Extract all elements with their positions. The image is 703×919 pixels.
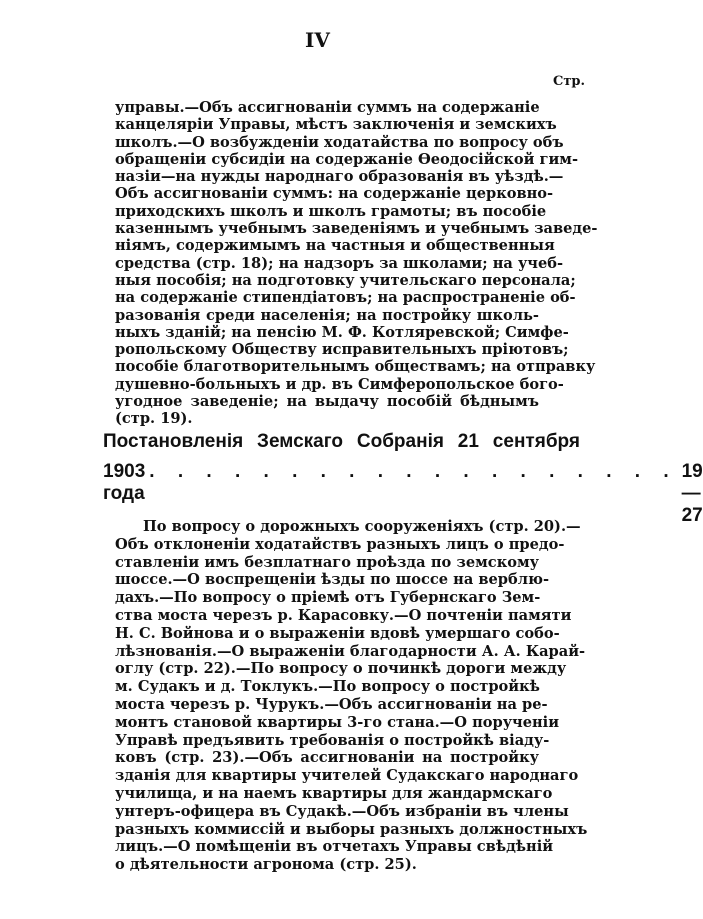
text-line: средства (стр. 18); на надзоръ за школами; на учеб- xyxy=(115,254,564,272)
text-line: на содержаніе стипендіатовъ; на распространеніе об- xyxy=(115,289,576,307)
text-line: м. Судакъ и д. Токлукъ.—По вопросу о постройкѣ xyxy=(115,678,540,696)
text-line: казеннымъ учебнымъ заведеніямъ и учебнымъ заведе- xyxy=(115,220,598,238)
text-line: ковъ (стр. 23).—Объ ассигнованіи на постройку xyxy=(115,749,539,767)
text-line: о дѣятельности агронома (стр. 25). xyxy=(115,856,417,874)
text-line: зданія для квартиры учителей Судакскаго народнаго xyxy=(115,767,579,785)
text-line: ства моста черезъ р. Карасовку.—О почтеніи памяти xyxy=(115,606,572,624)
page-column-label: Стр. xyxy=(553,74,586,89)
text-line: управы.—Объ ассигнованіи суммъ на содержаніе xyxy=(115,99,540,116)
text-line: школъ.—О возбужденіи ходатайства по вопросу объ xyxy=(115,133,564,151)
text-line: лицъ.—О помѣщеніи въ отчетахъ Управы свѣдѣній xyxy=(115,838,554,856)
section-year: 1903 года xyxy=(103,461,146,504)
text-line: ныхъ зданій; на пенсію М. Ф. Котляревской; Симфе- xyxy=(115,323,569,341)
text-line: обращеніи субсидіи на содержаніе Ѳеодосійской гим- xyxy=(115,150,579,168)
text-line: моста черезъ р. Чурукъ.—Объ ассигнованіи на ре- xyxy=(115,695,548,713)
text-line: училища, и на наемъ квартиры для жандармскаго xyxy=(115,784,553,802)
text-line: оглу (стр. 22).—По вопросу о починкѣ дороги между xyxy=(115,660,567,678)
text-line: приходскихъ школъ и школъ грамоты; въ пособіе xyxy=(115,202,547,220)
text-line: (стр. 19). xyxy=(115,410,193,428)
text-line: назіи—на нужды народнаго образованія въ уѣздѣ.— xyxy=(115,168,564,186)
text-line: ныя пособія; на подготовку учительскаго персонала; xyxy=(115,271,576,289)
text-line: ніямъ, содержимымъ на частныя и общественныя xyxy=(115,237,555,255)
text-block-2 xyxy=(115,518,588,874)
text-line: ставленіи имъ безплатнаго проѣзда по земскому xyxy=(115,553,539,571)
text-line: лѣзнованія.—О выраженіи благодарности А. А. Карай- xyxy=(115,642,586,660)
text-line: унтеръ-офицера въ Судакѣ.—Объ избраніи въ члены xyxy=(115,802,569,820)
text-line: Объ отклоненіи ходатайствъ разныхъ лицъ о предо- xyxy=(115,535,565,553)
text-line: По вопросу о дорожныхъ сооруженіяхъ (стр. 20).— xyxy=(143,518,581,535)
text-block-1 xyxy=(115,99,598,428)
text-line: пособіе благотворительнымъ обществамъ; на отправку xyxy=(115,358,596,376)
text-line: шоссе.—О воспрещеніи ѣзды по шоссе на верблю- xyxy=(115,571,550,589)
text-line: ропольскому Обществу исправительныхъ пріютовъ; xyxy=(115,341,569,359)
text-line: Управѣ предъявить требованія о постройкѣ віаду- xyxy=(115,731,550,749)
text-line: Объ ассигнованіи суммъ: на содержаніе церковно- xyxy=(115,185,554,203)
section-title: Постановленія Земскаго Собранія 21 сентября xyxy=(103,431,580,452)
text-line: угодное заведеніе; на выдачу пособій бѣднымъ xyxy=(115,393,539,411)
page-number: IV xyxy=(305,28,330,52)
text-line: монтъ становой квартиры 3-го стана.—О порученіи xyxy=(115,713,560,731)
text-line: дахъ.—По вопросу о пріемѣ отъ Губернскаго Зем- xyxy=(115,589,541,607)
text-line: разныхъ коммиссій и выборы разныхъ должностныхъ xyxy=(115,820,588,838)
dot-leader: . . . . . . . . . . . . . . . . . . . xyxy=(149,461,678,482)
text-line: канцеляріи Управы, мѣстъ заключенія и земскихъ xyxy=(115,116,557,134)
text-line: душевно-больныхъ и др. въ Симферопольское бого- xyxy=(115,375,564,393)
text-line: разованія среди населенія; на постройку школь- xyxy=(115,306,539,324)
text-line: Н. С. Войнова и о выраженіи вдовѣ умершаго собо- xyxy=(115,624,560,642)
section-pages: 19—27 xyxy=(681,461,703,526)
